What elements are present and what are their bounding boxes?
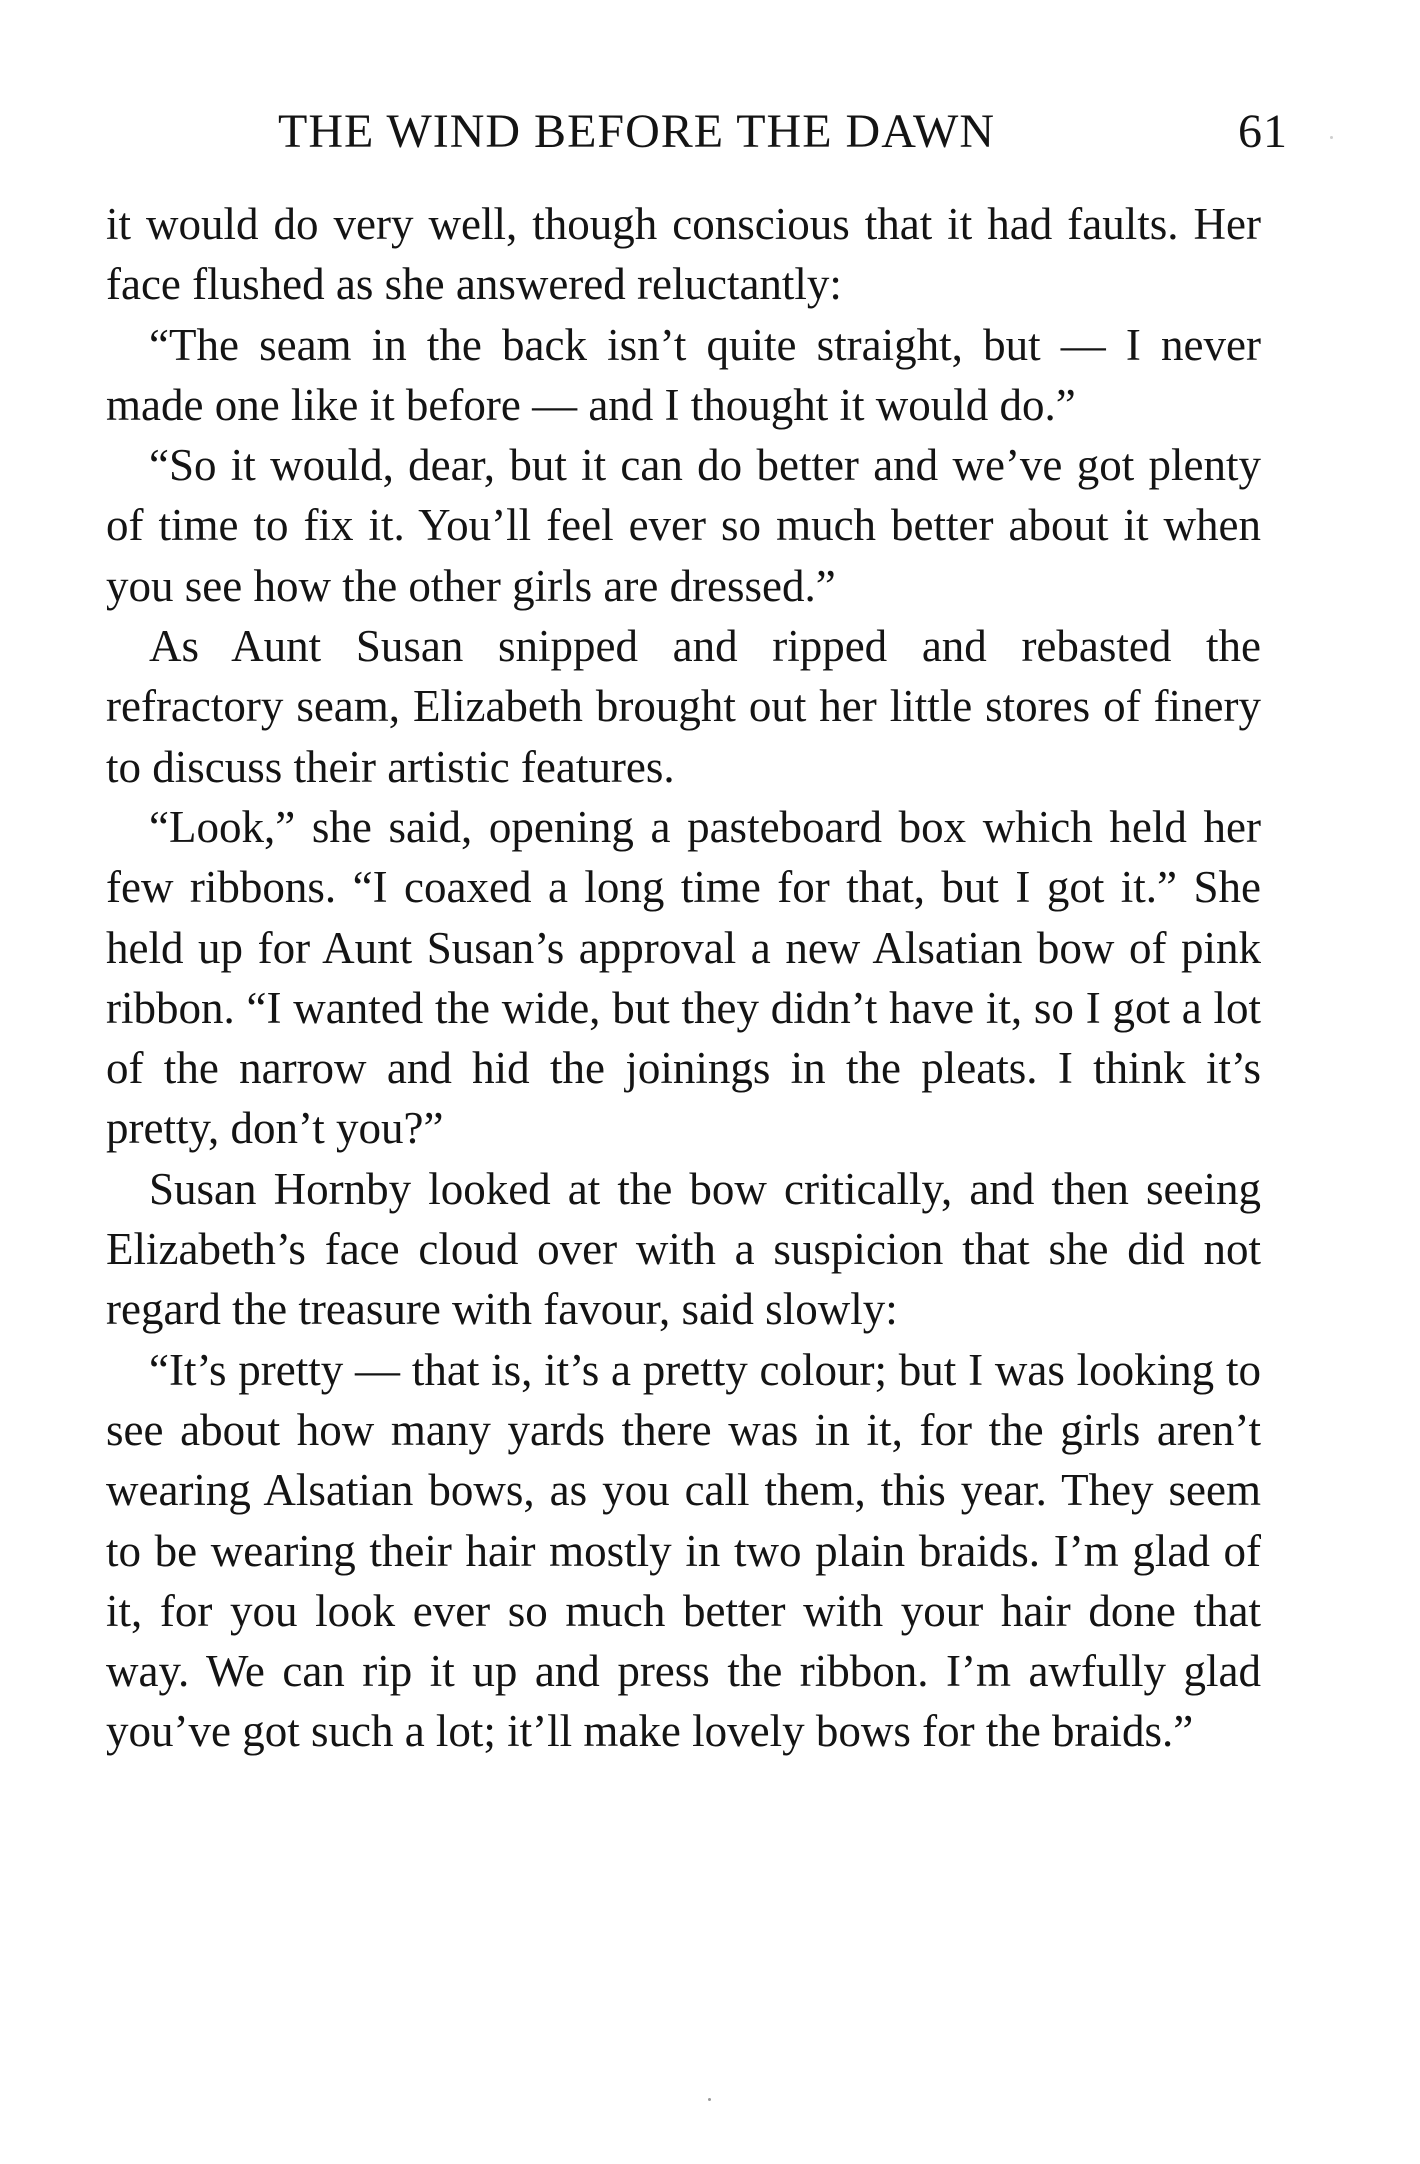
paper-speck [708, 2098, 711, 2101]
paragraph: “The seam in the back isn’t quite straight, but — I never made one like it before — and I thought it would do.” [106, 319, 1261, 430]
paper-speck [1330, 136, 1333, 139]
paragraph: Susan Hornby looked at the bow critically, and then seeing Elizabeth’s face cloud over with a suspicion that she did not regard the treasure with favour, said slowly: [106, 1163, 1261, 1335]
body-text [106, 194, 1261, 1762]
paragraph: As Aunt Susan snipped and ripped and rebasted the refractory seam, Elizabeth brought out her little stores of finery to discuss their artistic features. [106, 621, 1261, 792]
running-head-title: THE WIND BEFORE THE DAWN [278, 105, 995, 158]
paragraph-continuation: it would do very well, though conscious that it had faults. Her face flushed as she answered reluctantly: [106, 199, 1261, 310]
paragraph: “It’s pretty — that is, it’s a pretty colour; but I was looking to see about how many yards there was in it, for the girls aren’t wearing Alsatian bows, as you call them, this year. They seem to be wearing their hair mostly in two plain braids. I’m glad of it, for you look ever so much better with your hair done that way. We can rip it up and press the ribbon. I’m awfully glad you’ve got such a lot; it’ll make lovely bows for the braids.” [106, 1344, 1261, 1757]
running-head [278, 104, 1288, 164]
paragraph: “So it would, dear, but it can do better and we’ve got plenty of time to fix it. You’ll feel ever so much better about it when you see how the other girls are dressed.” [106, 440, 1261, 611]
paragraph: “Look,” she said, opening a pasteboard box which held her few ribbons. “I coaxed a long time for that, but I got it.” She held up for Aunt Susan’s approval a new Alsatian bow of pink ribbon. “I wanted the wide, but they didn’t have it, so I got a lot of the narrow and hid the joinings in the pleats. I think it’s pretty, don’t you?” [106, 801, 1261, 1154]
page-number: 61 [1238, 105, 1288, 158]
